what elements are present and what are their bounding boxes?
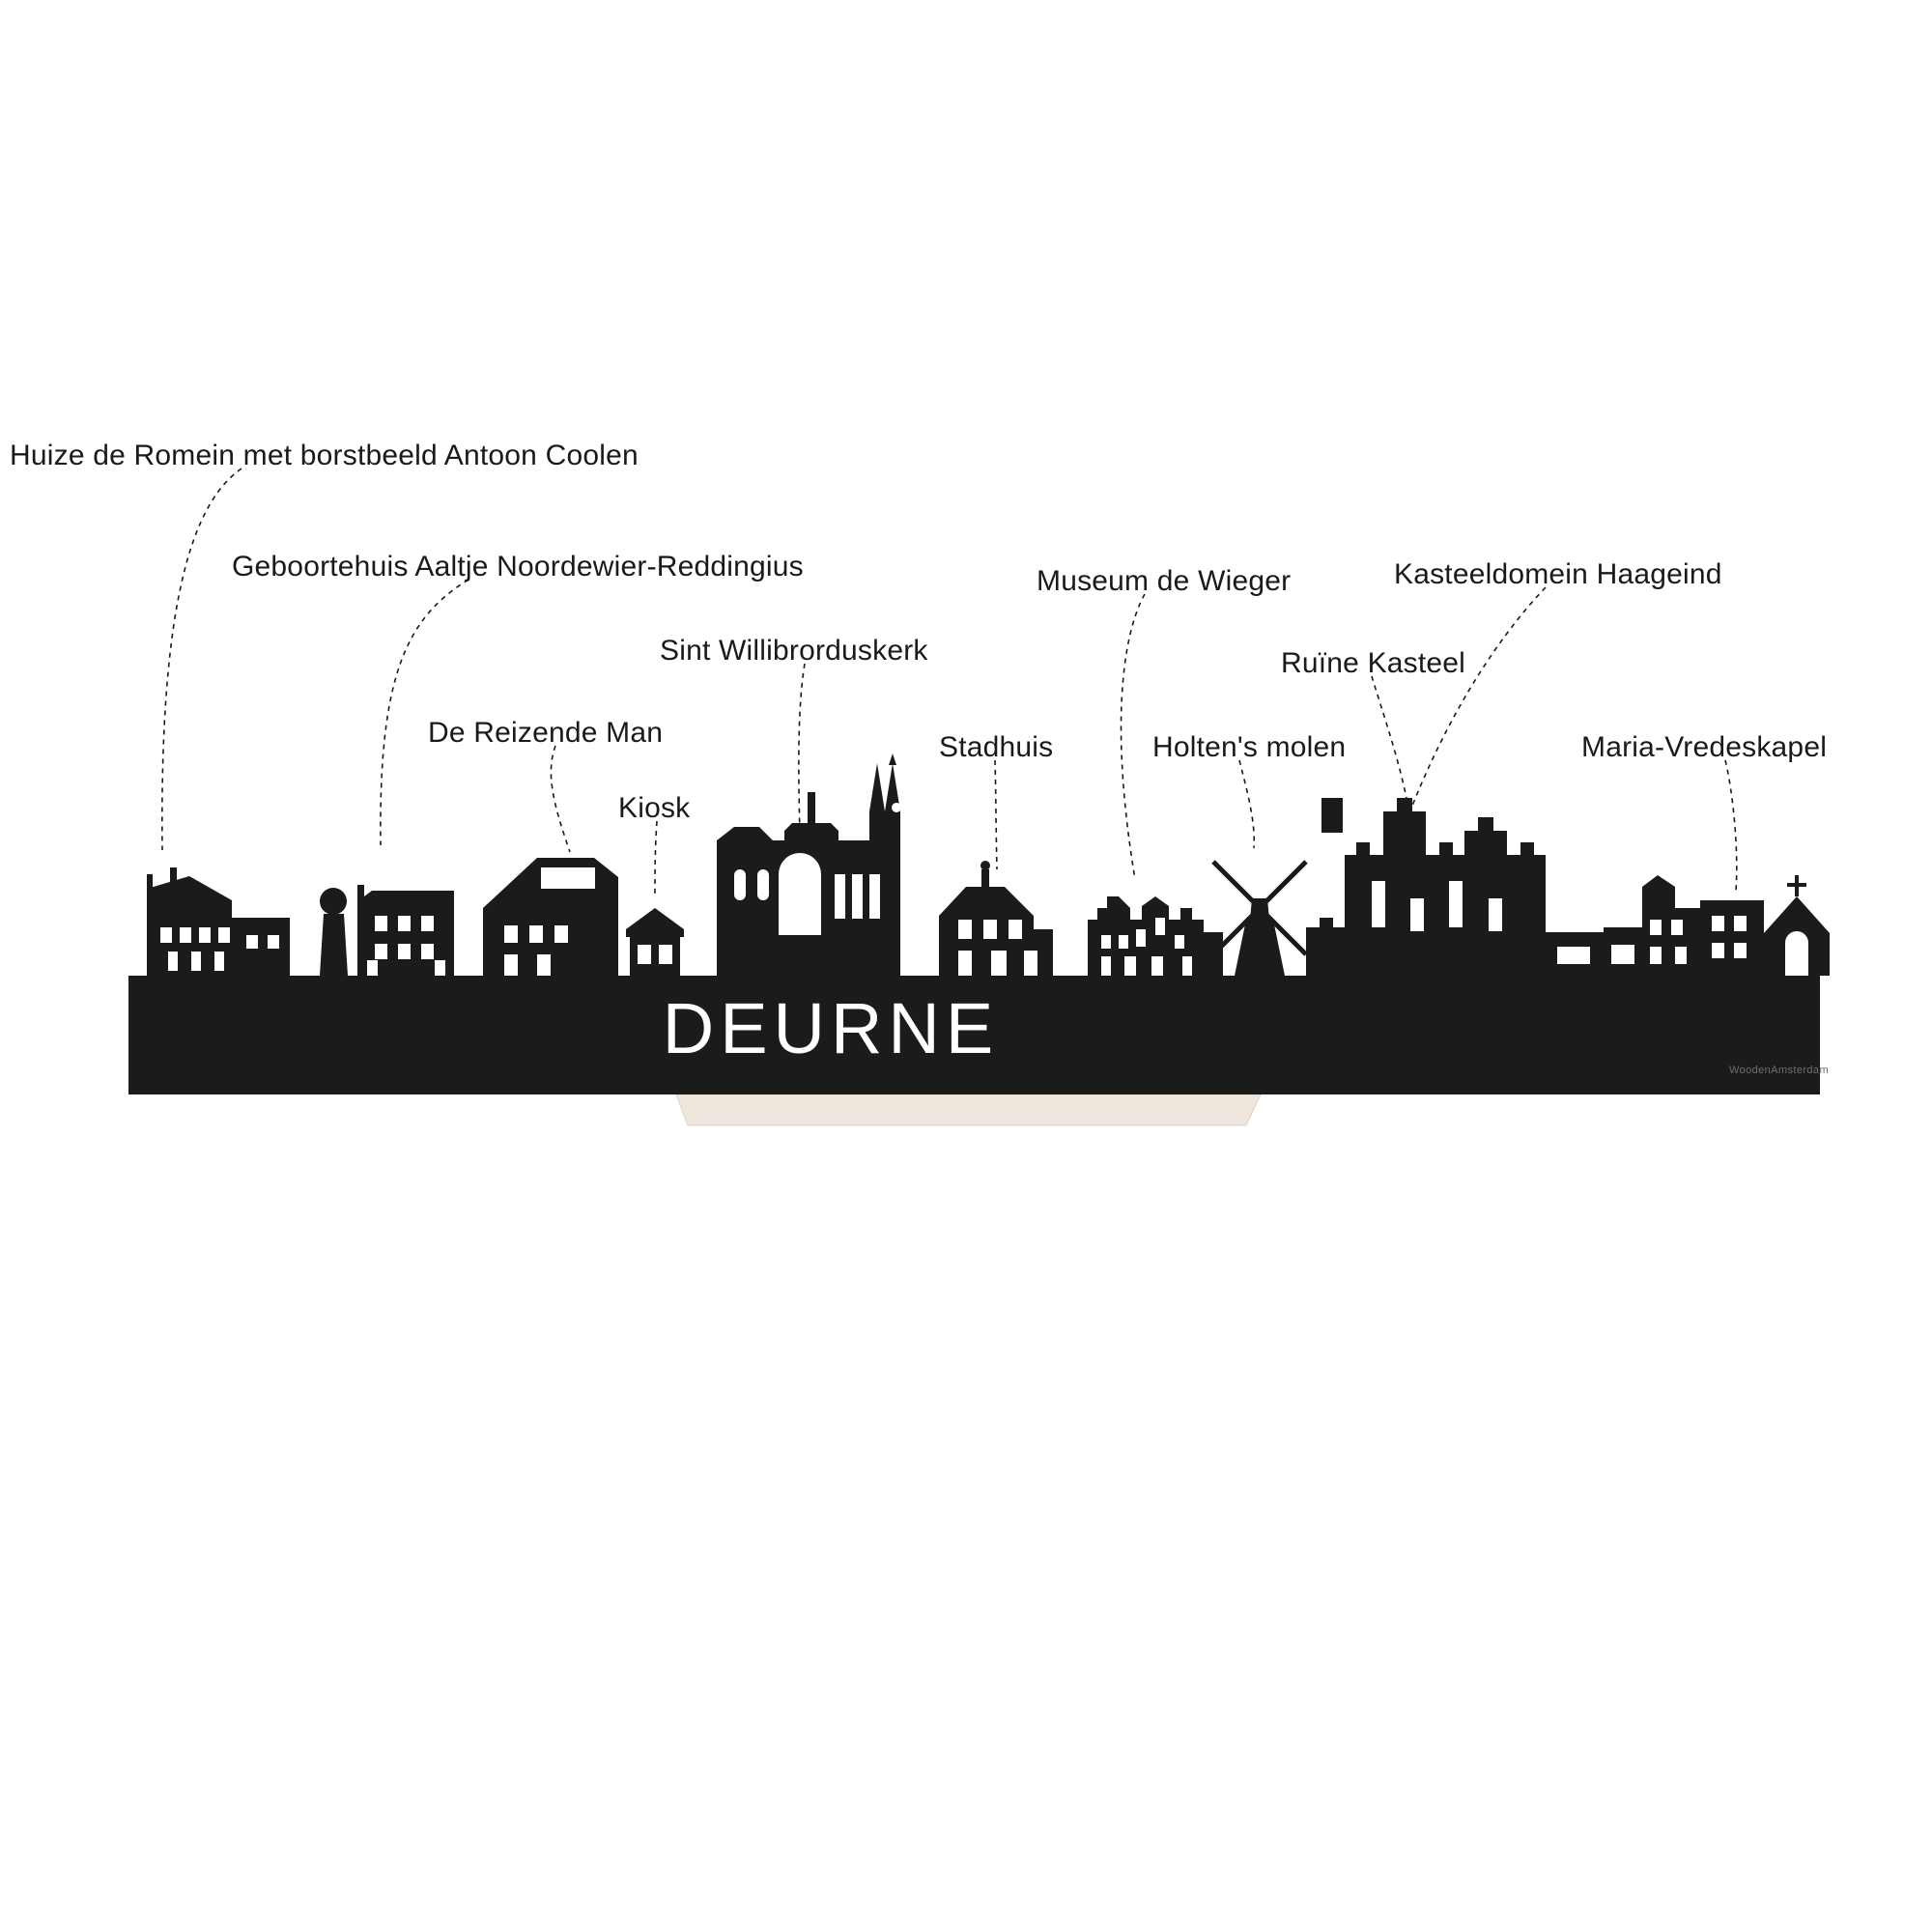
leader-line-maria-vredeskapel [1725, 760, 1737, 891]
label-holtens-molen: Holten's molen [1152, 731, 1347, 763]
leader-line-kiosk [655, 821, 657, 898]
leader-line-de-reizende-man [551, 746, 570, 852]
leader-line-ruine-kasteel [1372, 676, 1409, 813]
leader-line-sint-willibrorduskerk [799, 664, 805, 833]
brand-mark: WoodenAmsterdam [1729, 1065, 1830, 1076]
leader-line-museum-de-wieger [1122, 594, 1145, 879]
display-base [676, 1094, 1261, 1125]
label-maria-vredeskapel: Maria-Vredeskapel [1581, 731, 1828, 763]
leader-line-geboortehuis-aaltje [381, 580, 469, 845]
label-geboortehuis-aaltje: Geboortehuis Aaltje Noordewier-Reddingius [232, 551, 804, 582]
label-de-reizende-man: De Reizende Man [428, 717, 664, 749]
leader-line-holtens-molen [1239, 760, 1254, 848]
label-museum-de-wieger: Museum de Wieger [1037, 565, 1292, 597]
city-silhouette [128, 753, 1830, 1094]
label-huize-de-romein: Huize de Romein met borstbeeld Antoon Coolen [10, 440, 639, 471]
label-sint-willibrorduskerk: Sint Willibrorduskerk [660, 635, 928, 667]
leader-line-kasteeldomein-haageind [1403, 587, 1546, 831]
label-ruine-kasteel: Ruïne Kasteel [1281, 647, 1466, 679]
city-name-text: DEURNE [662, 988, 1000, 1068]
label-stadhuis: Stadhuis [939, 731, 1054, 763]
label-kiosk: Kiosk [618, 792, 691, 824]
leader-line-stadhuis [995, 760, 997, 869]
label-kasteeldomein-haageind: Kasteeldomein Haageind [1394, 558, 1722, 590]
leader-line-huize-de-romein [162, 469, 242, 850]
